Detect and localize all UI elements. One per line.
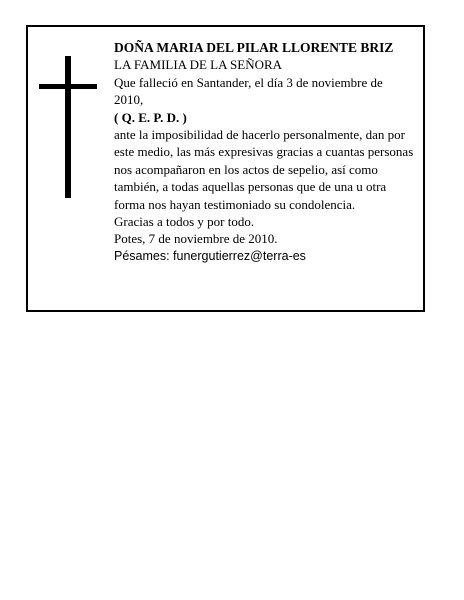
cross-icon — [39, 56, 97, 198]
rip-line: ( Q. E. P. D. ) — [114, 109, 187, 125]
cross-vertical-bar — [65, 56, 71, 198]
death-line: Que falleció en Santander, el día 3 de noviembre de 2010, — [114, 74, 383, 108]
deceased-name: DOÑA MARIA DEL PILAR LLORENTE BRIZ — [114, 40, 394, 55]
notice-body: ante la imposibilidad de hacerlo personalmente, dan por este medio, las más expresivas gracias a cuantas personas nos acompañaron en los actos de sepelio, así como también, a todas aquellas personas que de una u otra forma nos hayan testimoniado su condolencia. — [114, 127, 414, 212]
notice-text — [114, 39, 414, 265]
place-date-line: Potes, 7 de noviembre de 2010. — [114, 231, 278, 247]
condolences-line: Pésames: funergutierrez@terra-es — [114, 248, 306, 263]
cross-horizontal-bar — [39, 84, 97, 89]
obituary-notice — [26, 25, 425, 312]
thanks-line: Gracias a todos y por todo. — [114, 214, 255, 230]
family-line: LA FAMILIA DE LA SEÑORA — [114, 57, 283, 73]
